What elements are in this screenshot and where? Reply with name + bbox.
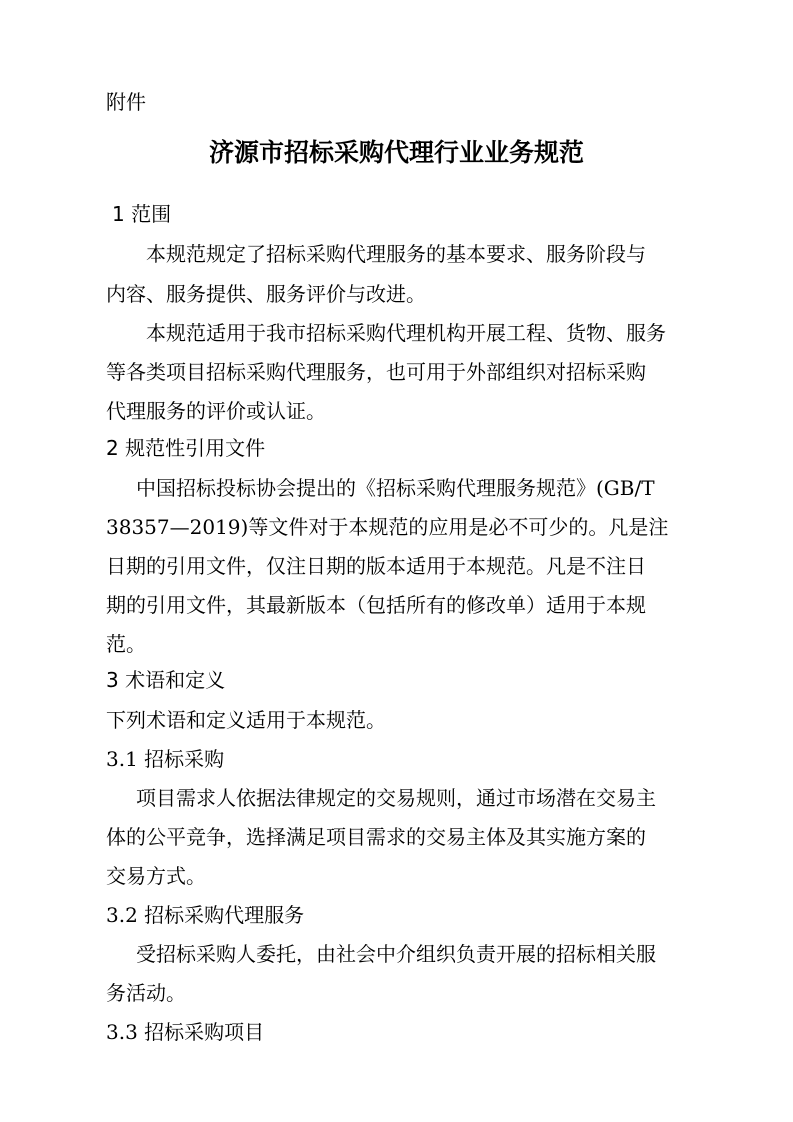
section-3-heading: 3 术语和定义 xyxy=(106,668,226,692)
section-2-heading: 2 规范性引用文件 xyxy=(106,436,266,460)
section-1-heading: 1 范围 xyxy=(112,202,172,226)
term-3-2-line-2: 务活动。 xyxy=(106,981,186,1005)
section-2-paragraph-line-1: 中国招标投标协会提出的《招标采购代理服务规范》(GB/T xyxy=(136,476,655,500)
term-3-2-heading: 3.2 招标采购代理服务 xyxy=(106,903,305,927)
section-2-paragraph-line-3: 日期的引用文件，仅注日期的版本适用于本规范。凡是不注日 xyxy=(106,554,646,578)
document-title: 济源市招标采购代理行业业务规范 xyxy=(208,138,584,167)
term-3-2-line-1: 受招标采购人委托，由社会中介组织负责开展的招标相关服 xyxy=(136,942,656,966)
section-1-paragraph-1-line-1: 本规范规定了招标采购代理服务的基本要求、服务阶段与 xyxy=(146,242,646,266)
attachment-label: 附件 xyxy=(106,90,146,114)
section-3-intro: 下列术语和定义适用于本规范。 xyxy=(106,708,386,732)
term-3-1-line-1: 项目需求人依据法律规定的交易规则，通过市场潜在交易主 xyxy=(136,786,656,810)
term-3-3-heading: 3.3 招标采购项目 xyxy=(106,1020,265,1044)
section-2-paragraph-line-2: 38357—2019)等文件对于本规范的应用是必不可少的。凡是注 xyxy=(106,515,669,539)
section-2-paragraph-line-4: 期的引用文件，其最新版本（包括所有的修改单）适用于本规 xyxy=(106,593,646,617)
term-3-1-heading: 3.1 招标采购 xyxy=(106,747,225,771)
section-2-paragraph-line-5: 范。 xyxy=(106,632,146,656)
term-3-1-line-2: 体的公平竞争，选择满足项目需求的交易主体及其实施方案的 xyxy=(106,825,646,849)
section-1-paragraph-1-line-2: 内容、服务提供、服务评价与改进。 xyxy=(106,282,426,306)
term-3-1-line-3: 交易方式。 xyxy=(106,864,206,888)
section-1-paragraph-2-line-3: 代理服务的评价或认证。 xyxy=(106,399,326,423)
section-1-paragraph-2-line-2: 等各类项目招标采购代理服务，也可用于外部组织对招标采购 xyxy=(106,360,646,384)
section-1-paragraph-2-line-1: 本规范适用于我市招标采购代理机构开展工程、货物、服务 xyxy=(146,321,666,345)
